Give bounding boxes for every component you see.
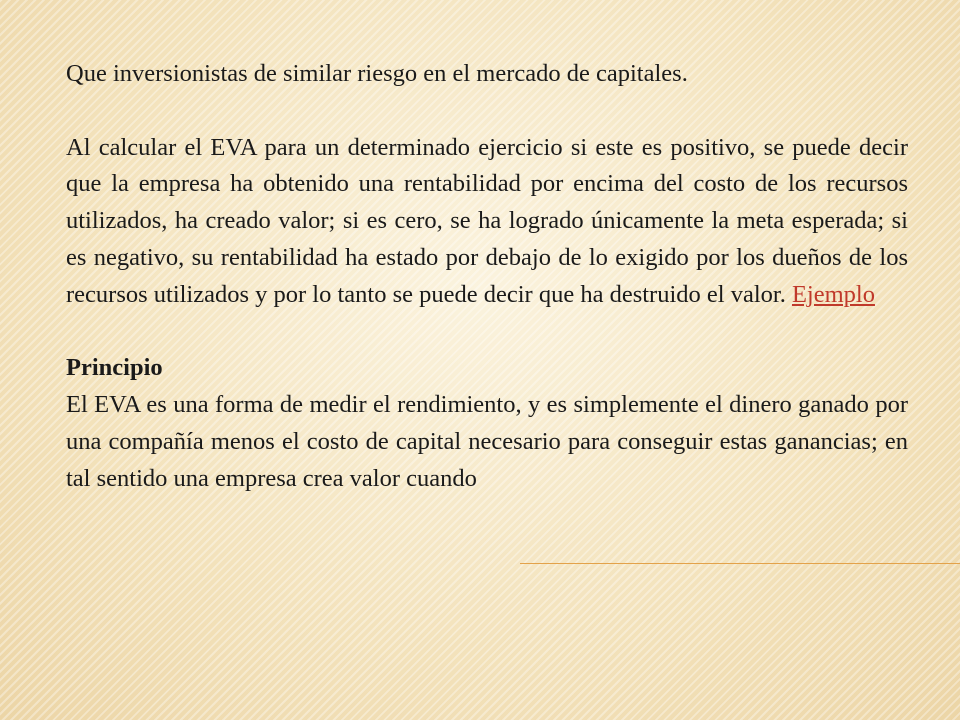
principle-heading: Principio	[66, 354, 163, 382]
spacer	[66, 93, 908, 130]
ejemplo-link[interactable]: Ejemplo	[791, 280, 875, 308]
spacer	[66, 314, 908, 351]
eva-paragraph	[66, 130, 908, 314]
eva-paragraph-text: Al calcular el EVA para un determinado ejercicio si este es positivo, se puede decir que la empresa ha obtenido una rentabilidad por encima del costo de los recursos utilizados, ha creado valor; si es cero, se ha logrado únicamente la meta esperada; si es negativo, su rentabilidad ha estado por debajo de lo exigido por los dueños de los recursos utilizados y por lo tanto se puede decir que ha destruido el valor.	[66, 133, 908, 308]
principle-paragraph: El EVA es una forma de medir el rendimiento, y es simplemente el dinero ganado por una compañía menos el costo de capital necesario para conseguir estas ganancias; en tal sentido una empresa crea valor cuando	[66, 391, 908, 492]
slide-content	[66, 56, 908, 498]
accent-line	[520, 563, 960, 564]
intro-line: Que inversionistas de similar riesgo en el mercado de capitales.	[66, 60, 688, 87]
